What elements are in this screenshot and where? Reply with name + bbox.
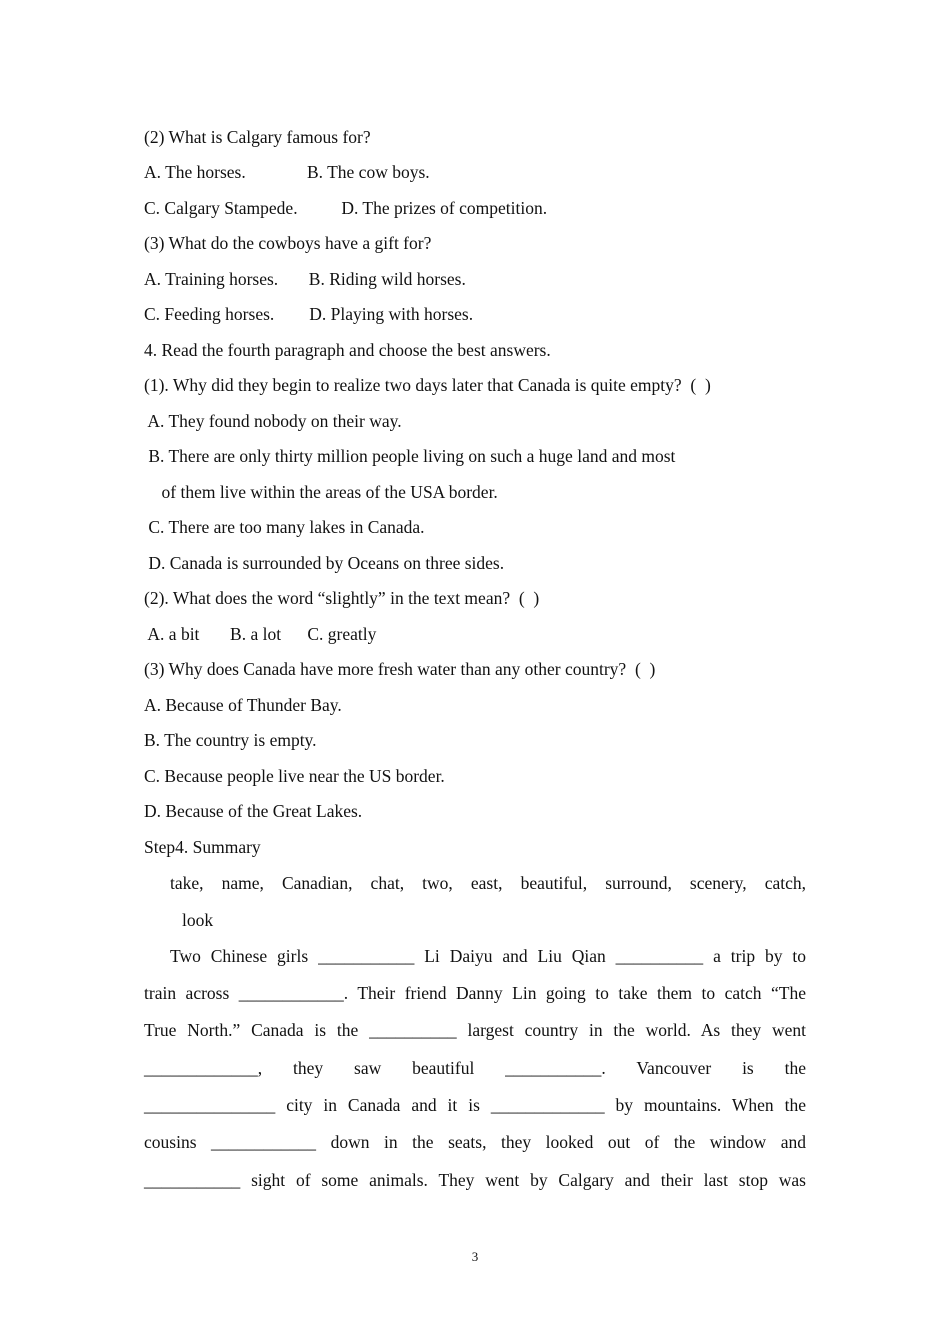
option-c: C. Because people live near the US border.	[144, 766, 445, 786]
question-fresh-water: (3) Why does Canada have more fresh water than any other country? ( )	[144, 659, 656, 679]
step-heading: Step4. Summary	[144, 837, 261, 857]
question-slightly: (2). What does the word “slightly” in the text mean? ( )	[144, 588, 540, 608]
section-heading: 4. Read the fourth paragraph and choose the best answers.	[144, 340, 551, 360]
options-row: A. a bit B. a lot C. greatly	[144, 624, 377, 644]
option-d: D. Because of the Great Lakes.	[144, 801, 363, 821]
summary-line: ___________ sight of some animals. They went by Calgary and their last stop was	[144, 1170, 806, 1190]
summary-line: _____________, they saw beautiful ___________. Vancouver is the	[144, 1058, 806, 1078]
question-calgary-famous: (2) What is Calgary famous for?	[144, 127, 371, 147]
option-a: A. They found nobody on their way.	[144, 411, 402, 431]
summary-line: _______________ city in Canada and it is _____________ by mountains. When the	[144, 1095, 806, 1115]
summary-line: Two Chinese girls ___________ Li Daiyu and Liu Qian __________ a trip by to	[170, 946, 806, 966]
question-cowboys-gift: (3) What do the cowboys have a gift for?	[144, 233, 432, 253]
options-row-cd: C. Feeding horses. D. Playing with horses.	[144, 304, 474, 324]
summary-line: True North.” Canada is the __________ largest country in the world. As they went	[144, 1020, 806, 1040]
option-a: A. Because of Thunder Bay.	[144, 695, 342, 715]
options-row-ab: A. Training horses. B. Riding wild horses.	[144, 269, 466, 289]
options-row-cd: C. Calgary Stampede. D. The prizes of competition.	[144, 198, 548, 218]
page-number: 3	[471, 1249, 479, 1264]
options-row-ab: A. The horses. B. The cow boys.	[144, 162, 430, 182]
word-bank-continued: look	[182, 910, 214, 930]
option-d: D. Canada is surrounded by Oceans on three sides.	[144, 553, 505, 573]
option-c: C. There are too many lakes in Canada.	[144, 517, 425, 537]
word-bank: take, name, Canadian, chat, two, east, beautiful, surround, scenery, catch,	[170, 873, 806, 893]
question-canada-empty: (1). Why did they begin to realize two days later that Canada is quite empty? ( )	[144, 375, 711, 395]
summary-line: cousins ____________ down in the seats, they looked out of the window and	[144, 1132, 806, 1152]
option-b-continued: of them live within the areas of the USA border.	[144, 482, 498, 502]
option-b: B. There are only thirty million people living on such a huge land and most	[144, 446, 676, 466]
summary-line: train across ____________. Their friend Danny Lin going to take them to catch “The	[144, 983, 806, 1003]
option-b: B. The country is empty.	[144, 730, 317, 750]
